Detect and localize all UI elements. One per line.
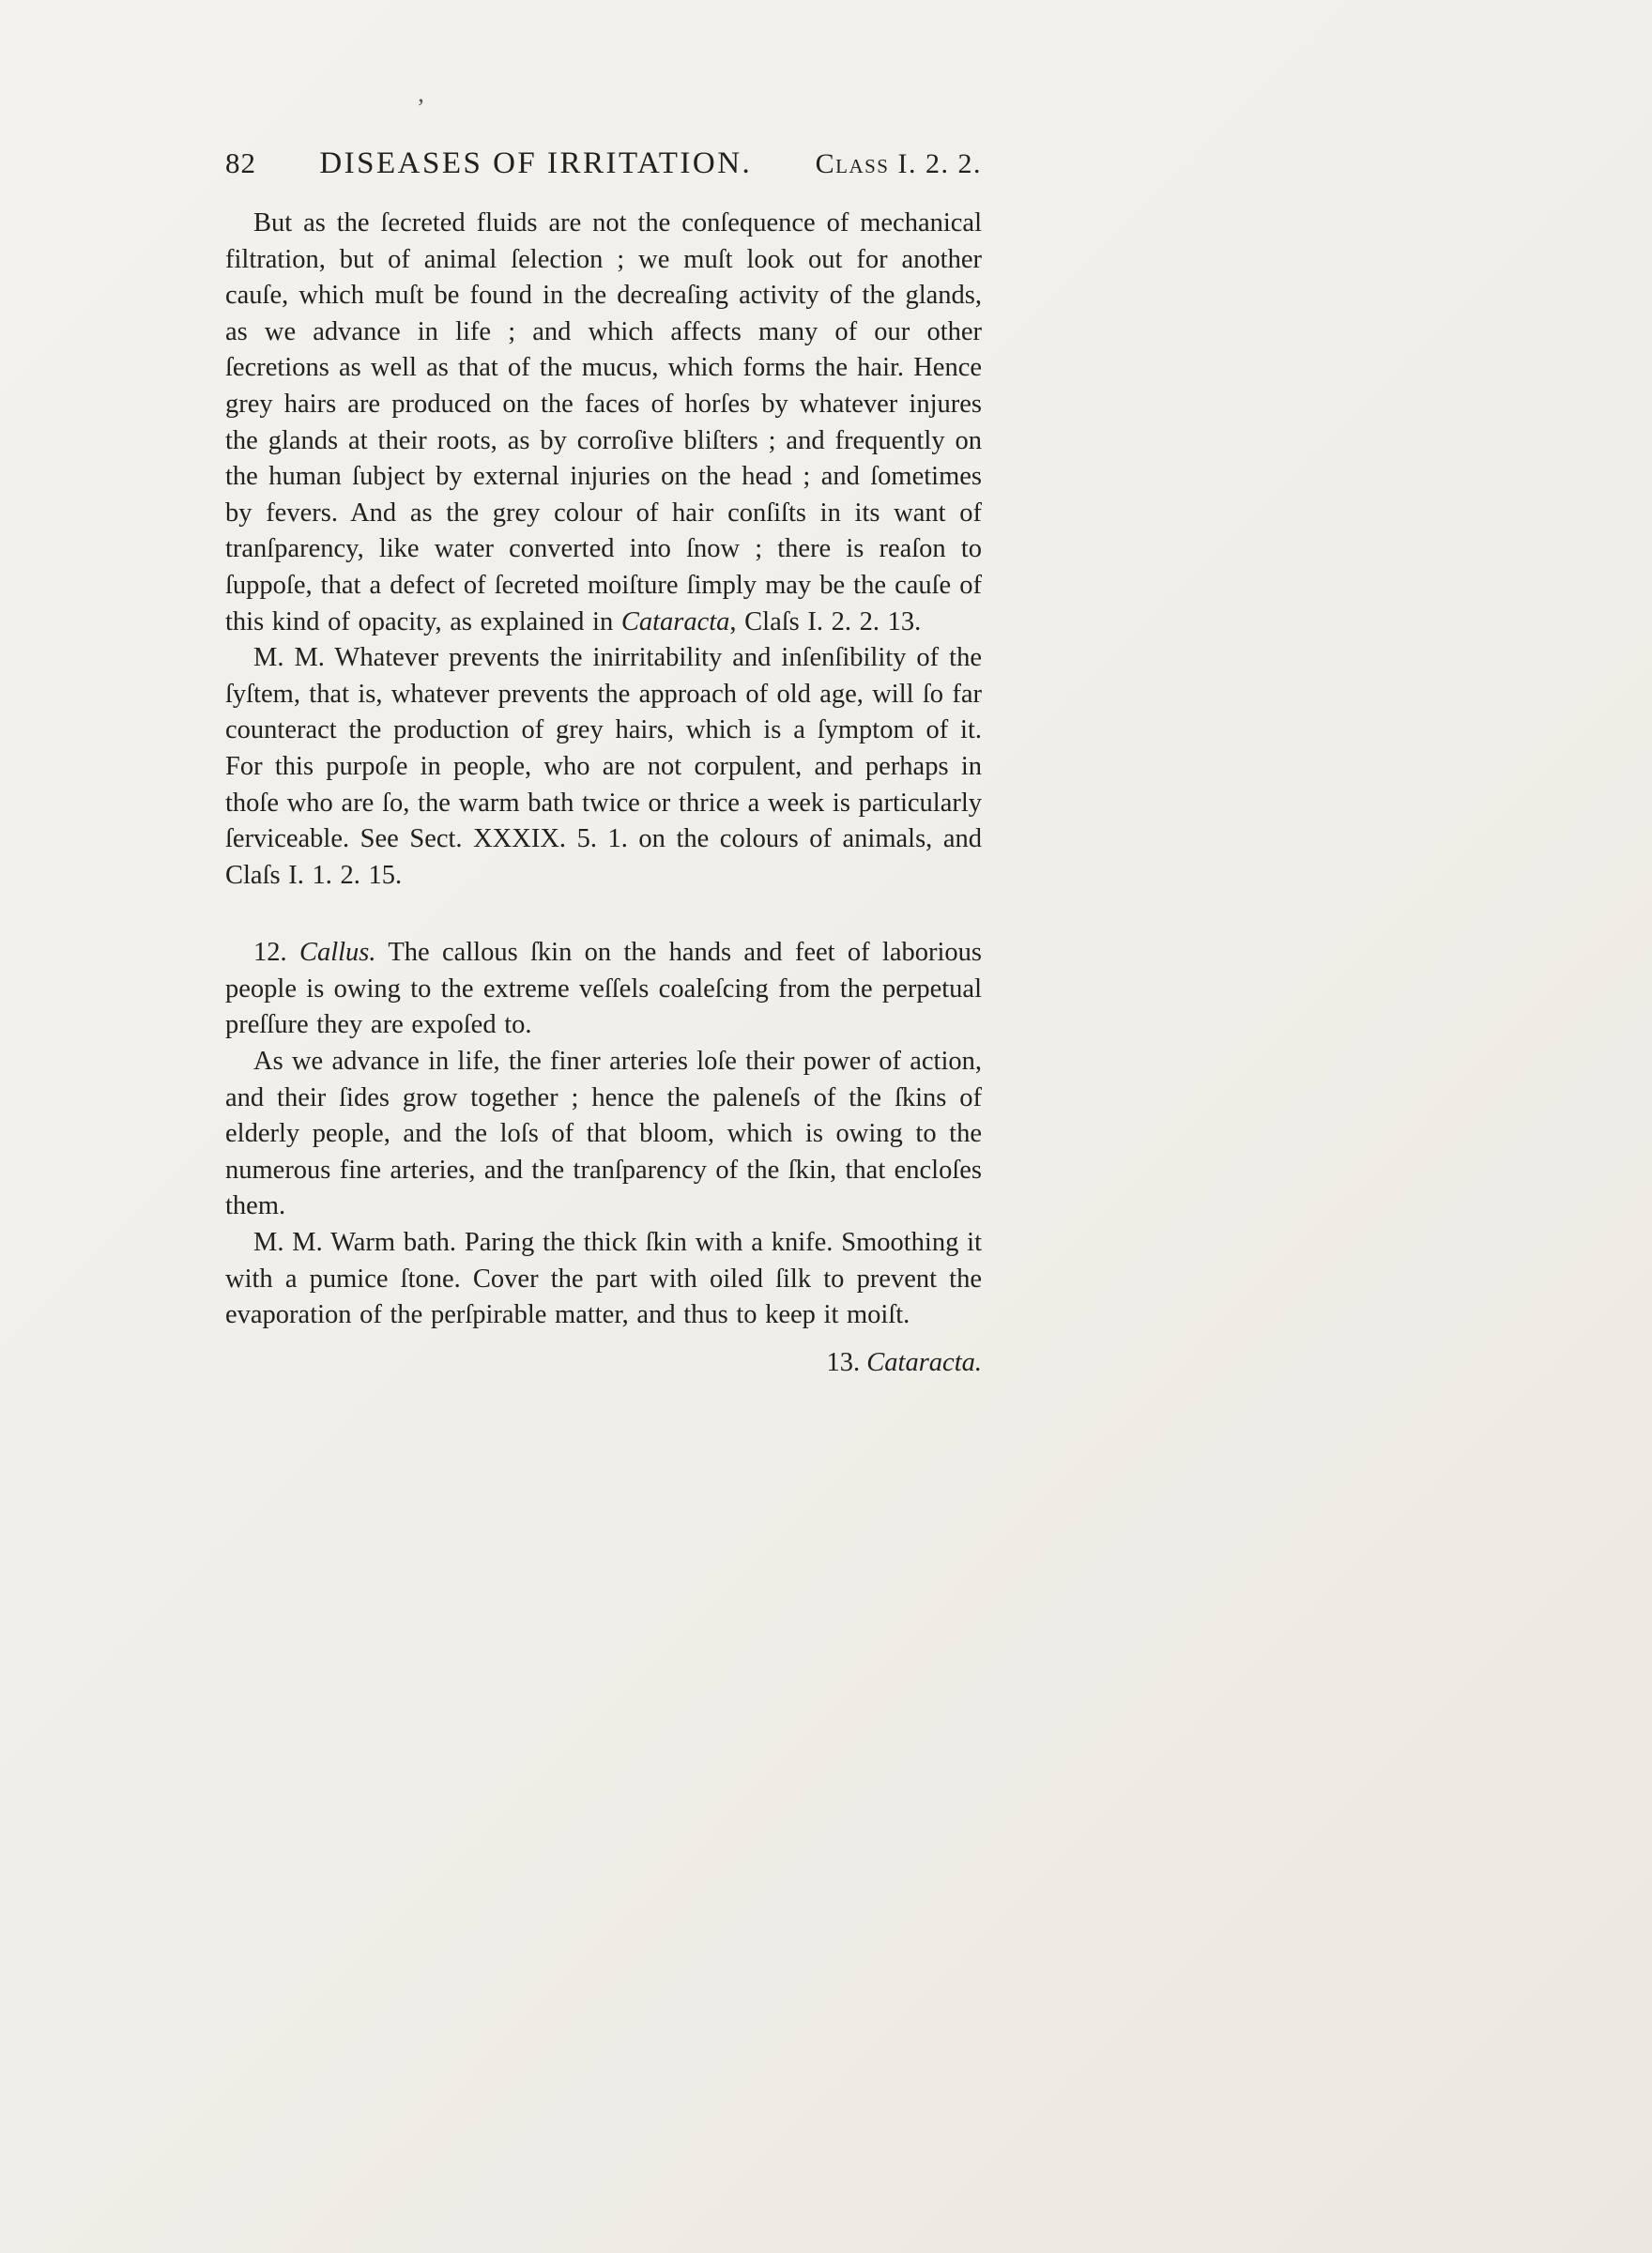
class-designation: Class I. 2. 2. — [815, 148, 982, 179]
paragraph-grey-hairs — [225, 206, 982, 640]
page-header — [225, 146, 982, 181]
catchword-next-section — [225, 1345, 982, 1381]
paragraph-materia-medica-grey-hairs: M. M. Whatever prevents the inirritability and inſenſibility of the ſyſtem, that is, whatever prevents the approach of old age, will ſo far counteract the production of grey hairs, which is a ſymptom of it. For this purpoſe in people, who are not corpulent, and perhaps in thoſe who are ſo, the warm bath twice or thrice a week is particularly ſerviceable. See Sect. XXXIX. 5. 1. on the colours of animals, and Claſs I. 1. 2. 15. — [225, 643, 982, 890]
body-text — [225, 206, 982, 1381]
page-number: 82 — [225, 146, 256, 179]
section-12-text: The callous ſkin on the hands and feet of laborious people is owing to the extreme veſſels coaleſcing from the perpetual preſſure they are expoſed to. — [225, 938, 983, 1040]
paragraph-arteries: As we advance in life, the finer arteries loſe their power of action, and their ſides grow together ; hence the paleneſs of the ſkins of elderly people, and the loſs of that bloom, which is owing to the numerous fine arteries, and the tranſparency of the ſkin, that encloſes them. — [225, 1047, 982, 1221]
scan-stray-mark: ’ — [417, 94, 425, 121]
paragraph-grey-hairs-text: But as the ſecreted fluids are not the conſequence of mechanical filtration, but of animal ſelection ; we muſt look out for another cauſe, which muſt be found in the decreaſing activity of the glands, as we advance in life ; and which affects many of our other ſecretions as well as that of the mucus, which forms the hair. Hence grey hairs are produced on the faces of horſes by whatever injures the glands at their roots, as by corroſive bliſters ; and frequently on the human ſubject by external injuries on the head ; and ſometimes by fevers. And as the grey colour of hair conſiſts in its want of tranſparency, like water converted into ſnow ; there is reaſon to ſuppoſe, that a defect of ſecreted moiſture ſimply may be the cauſe of this kind of opacity, as explained in — [225, 208, 982, 636]
catchword-term: Cataracta. — [866, 1347, 982, 1377]
text-column — [225, 146, 982, 1381]
section-12-term: Callus. — [298, 938, 376, 968]
paragraph-materia-medica-callus: M. M. Warm bath. Paring the thick ſkin with a knife. Smoothing it with a pumice ſtone. Cover the part with oiled ſilk to prevent the evaporation of the perſpirable matter, and thus to keep it moiſt. — [225, 1228, 982, 1330]
paragraph-grey-hairs-italic-term: Cataracta — [620, 606, 730, 636]
section-12-callus — [225, 935, 982, 1044]
running-title: DISEASES OF IRRITATION. — [319, 146, 753, 180]
section-12-number: 12. — [253, 938, 299, 968]
paragraph-grey-hairs-text-end: , Claſs I. 2. 2. 13. — [729, 606, 922, 636]
catchword-number: 13. — [826, 1347, 867, 1377]
